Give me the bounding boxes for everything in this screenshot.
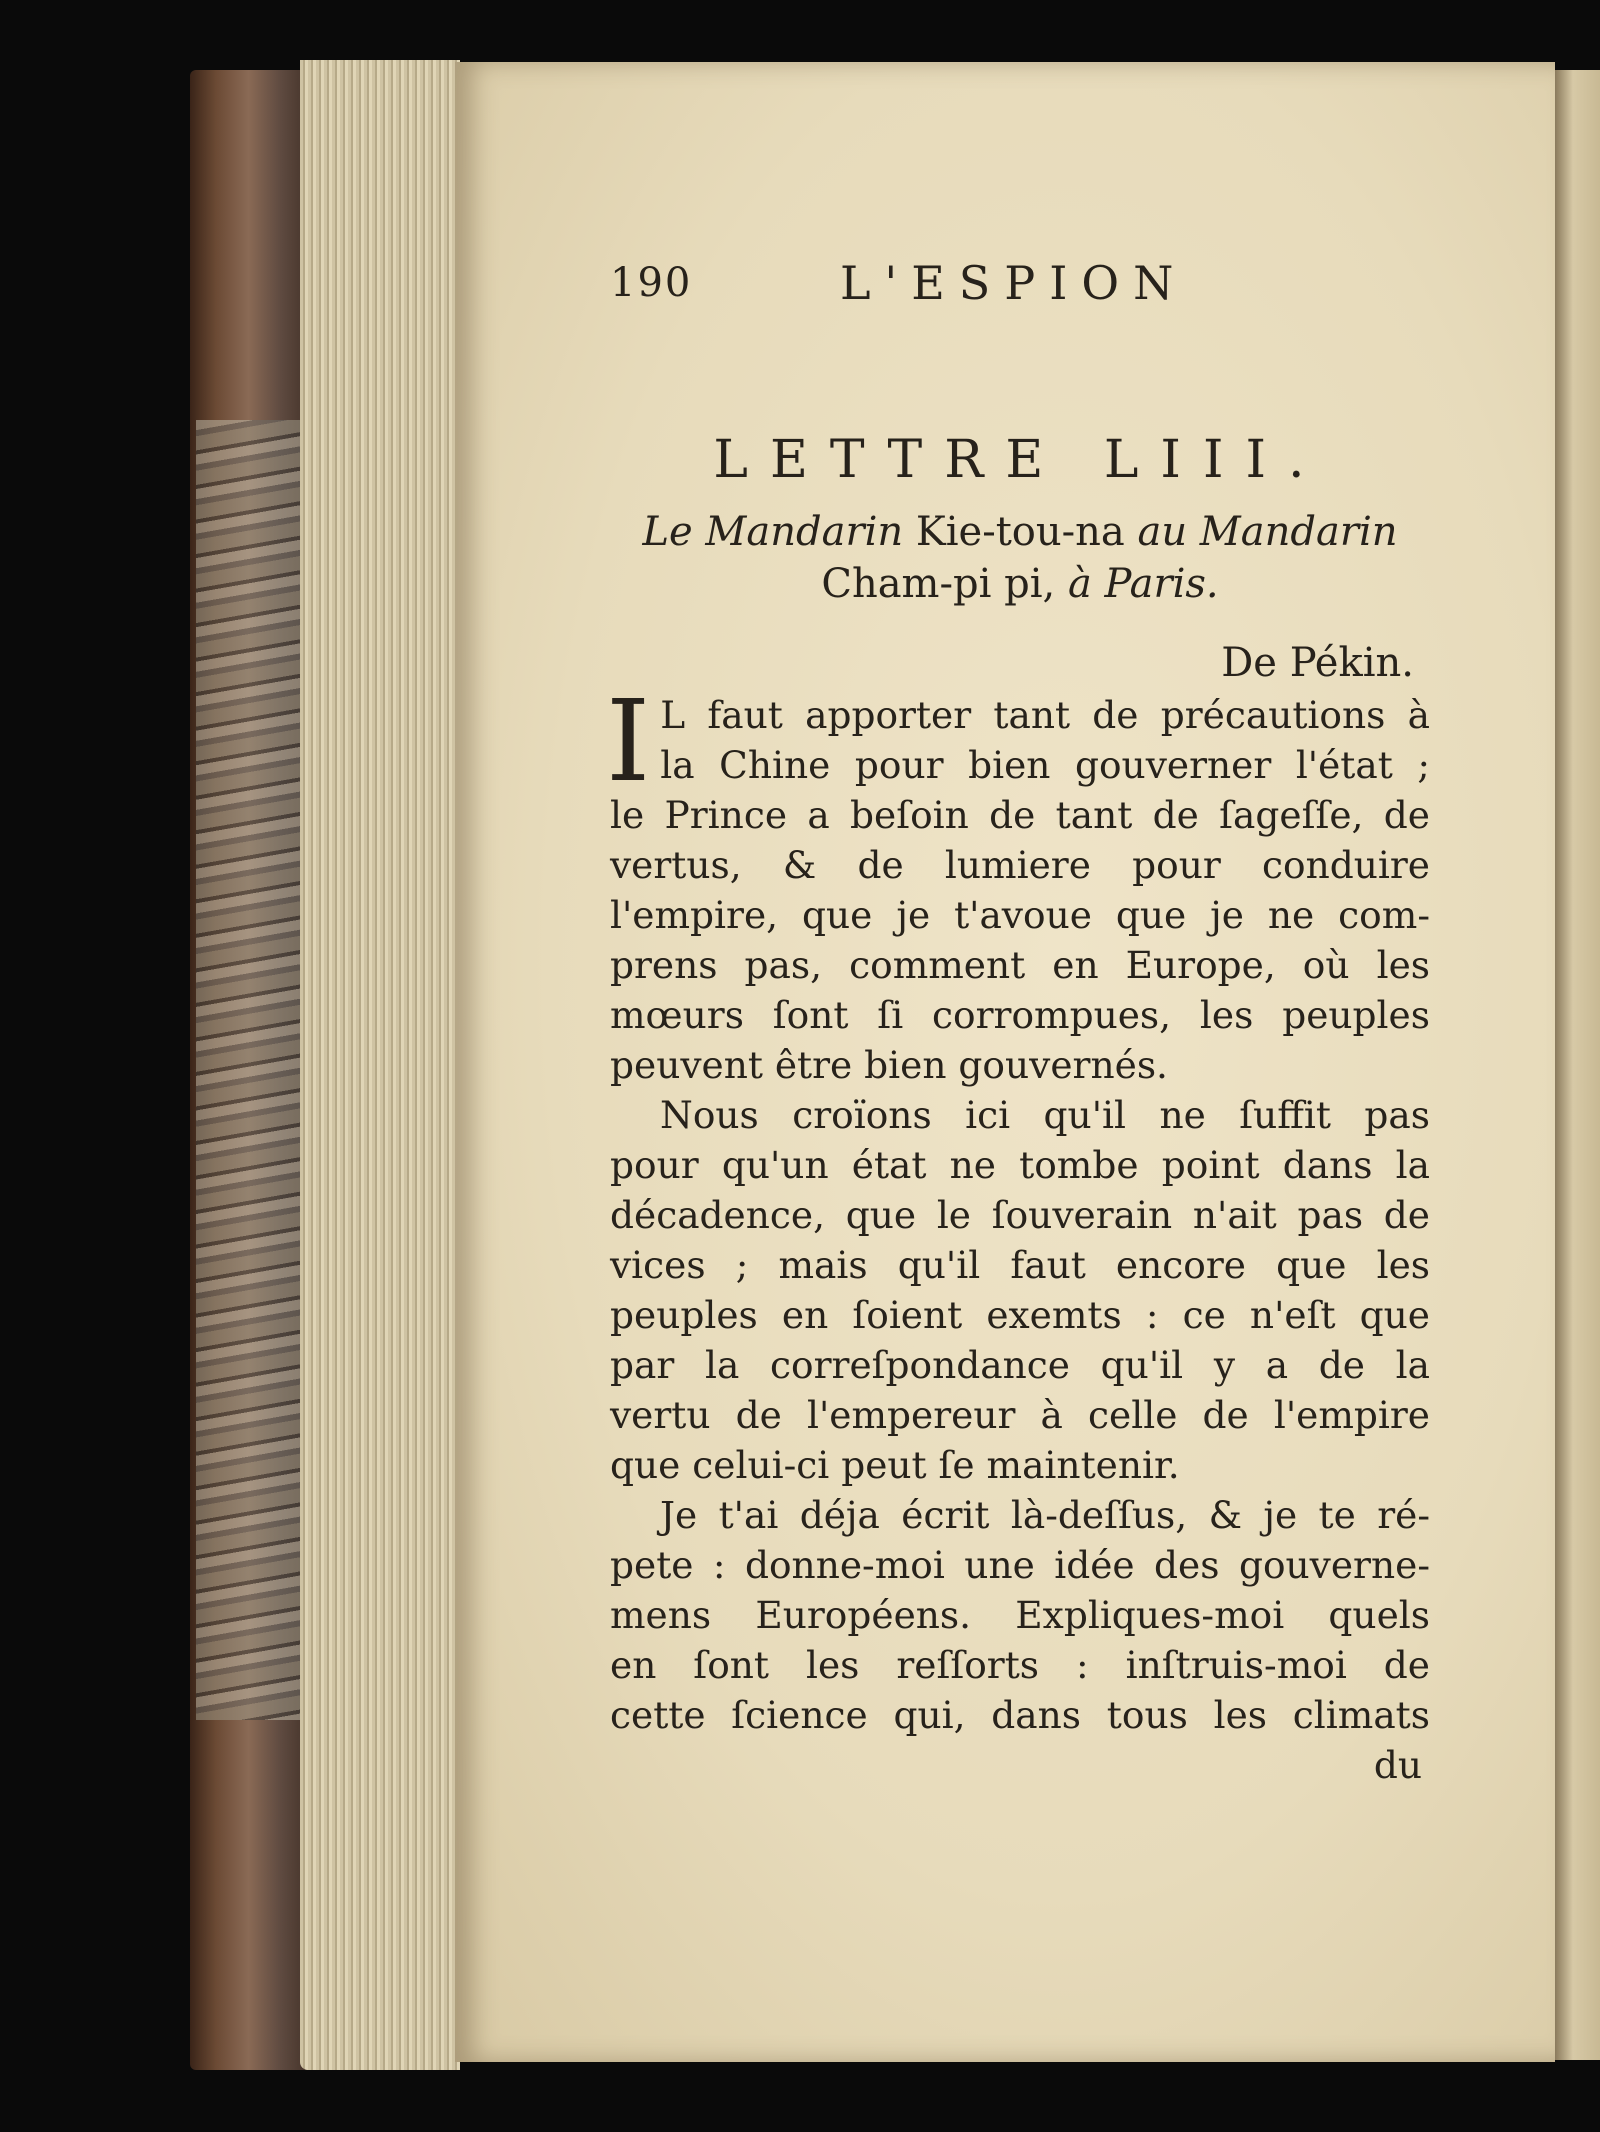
text-line: le Prince a beſoin de tant de ſageſſe, de [610,793,1430,837]
text-line: en ſont les reſſorts : inſtruis-moi de [610,1643,1430,1687]
running-title: L'ESPION [840,256,1188,310]
text-line: vertu de l'empereur à celle de l'empire [610,1393,1430,1437]
text-line: pour qu'un état ne tombe point dans la [610,1143,1430,1187]
page-number: 190 [610,260,693,306]
salutation-line-2 [610,558,1430,610]
marbled-cover [196,420,306,1720]
salutation-sender: Kie-tou-na [903,509,1138,555]
text-line: mœurs ſont ſi corrompues, les peuples [610,993,1430,1037]
paragraph-2 [610,1090,1430,1490]
text-line: prens pas, comment en Europe, où les [610,943,1430,987]
page-edges [300,60,460,2070]
paragraph-1 [606,677,1430,1090]
text-line: vertus, & de lumiere pour conduire [610,843,1430,887]
text-line: vices ; mais qu'il faut encore que les [610,1243,1430,1287]
drop-cap: I [606,677,651,807]
salutation-sender-title: Le Mandarin [642,509,904,555]
salutation-recipient: Cham-pi pi, [821,561,1068,607]
text-line: mens Européens. Expliques-moi quels [610,1593,1430,1637]
facing-page-edge [1555,70,1600,2060]
text-line: que celui-ci peut ſe maintenir. [610,1443,1180,1487]
text-line: cette ſcience qui, dans tous les climats [610,1693,1430,1737]
letter-body [606,677,1430,1740]
text-line: l'empire, que je t'avoue que je ne com- [610,893,1430,937]
salutation-place: à Paris. [1067,561,1219,607]
page-content [606,250,1430,1790]
text-line: peuvent être bien gouvernés. [610,1043,1168,1087]
text-line: par la correſpondance qu'il y a de la [610,1343,1430,1387]
salutation-line-1 [610,506,1430,558]
salutation-recipient-title: au Mandarin [1137,509,1398,555]
text-line: Nous croïons ici qu'il ne ſuffit pas [660,1093,1430,1137]
text-line: pete : donne-moi une idée des gouverne- [610,1543,1430,1587]
text-line: la Chine pour bien gouverner l'état ; [660,743,1430,787]
letter-salutation [610,506,1430,610]
text-line: Je t'ai déja écrit là-deſſus, & je te ré- [660,1493,1430,1537]
letter-origin: De Pékin. [1221,640,1414,686]
text-line: décadence, que le ſouverain n'ait pas de [610,1193,1430,1237]
catchword: du [1373,1743,1422,1787]
paragraph-3 [610,1490,1430,1740]
text-line: peuples en ſoient exemts : ce n'eſt que [610,1293,1430,1337]
letter-heading: LETTRE LIII. [713,430,1327,490]
running-head [610,250,1430,320]
text-line: L faut apporter tant de précautions à [660,693,1430,737]
